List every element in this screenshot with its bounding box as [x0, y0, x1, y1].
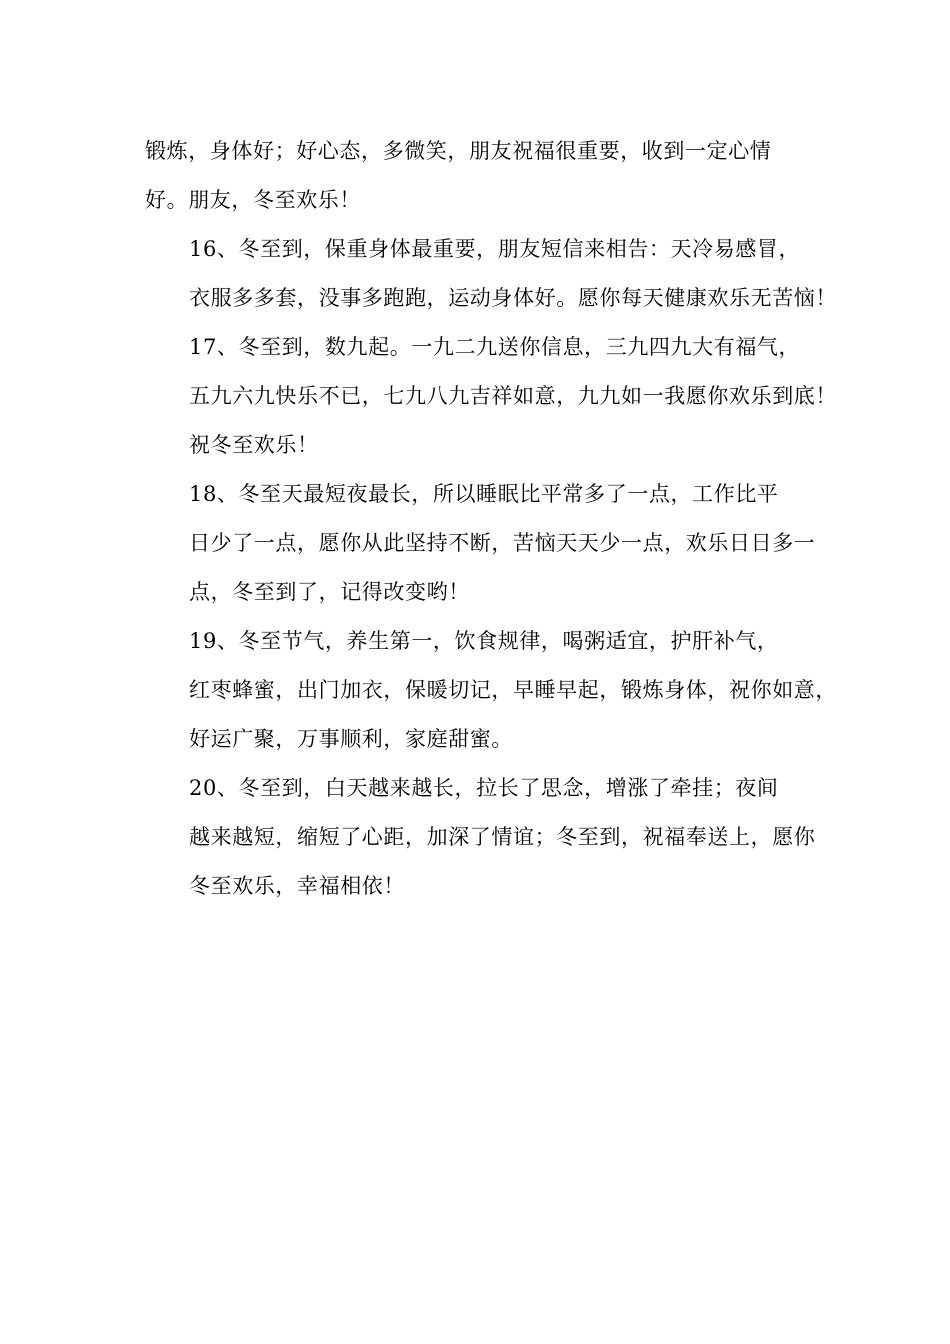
text-line: 17、冬至到，数九起。一九二九送你信息，三九四九大有福气， — [189, 335, 801, 359]
text-line: 点，冬至到了，记得改变哟！ — [189, 580, 470, 604]
text-line: 16、冬至到，保重身体最重要，朋友短信来相告：天冷易感冒， — [189, 237, 801, 261]
text-line: 18、冬至天最短夜最长，所以睡眠比平常多了一点，工作比平 — [189, 482, 779, 506]
text-line: 锻炼，身体好；好心态，多微笑，朋友祝福很重要，收到一定心情 — [145, 139, 772, 163]
text-line: 好运广聚，万事顺利，家庭甜蜜。 — [189, 727, 513, 751]
paragraph-16 — [145, 225, 837, 323]
text-line: 五九六九快乐不已，七九八九吉祥如意，九九如一我愿你欢乐到底！ — [189, 384, 837, 408]
paragraph-20 — [145, 764, 825, 911]
paragraph-18 — [145, 470, 825, 617]
paragraph-19 — [145, 617, 837, 764]
paragraph-15-continuation — [145, 127, 825, 225]
text-line: 冬至欢乐，幸福相依！ — [189, 874, 405, 898]
text-line: 红枣蜂蜜，出门加衣，保暖切记，早睡早起，锻炼身体，祝你如意， — [189, 678, 837, 702]
text-line: 19、冬至节气，养生第一，饮食规律，喝粥适宜，护肝补气， — [189, 629, 779, 653]
document-body — [145, 127, 837, 911]
text-line: 好。朋友，冬至欢乐！ — [145, 188, 361, 212]
text-line: 衣服多多套，没事多跑跑，运动身体好。愿你每天健康欢乐无苦恼！ — [189, 286, 837, 310]
text-line: 20、冬至到，白天越来越长，拉长了思念，增涨了牵挂；夜间 — [189, 776, 779, 800]
text-line: 日少了一点，愿你从此坚持不断，苦恼天天少一点，欢乐日日多一 — [189, 531, 816, 555]
text-line: 越来越短，缩短了心距，加深了情谊；冬至到，祝福奉送上，愿你 — [189, 825, 816, 849]
paragraph-17 — [145, 323, 837, 470]
text-line: 祝冬至欢乐！ — [189, 433, 319, 457]
